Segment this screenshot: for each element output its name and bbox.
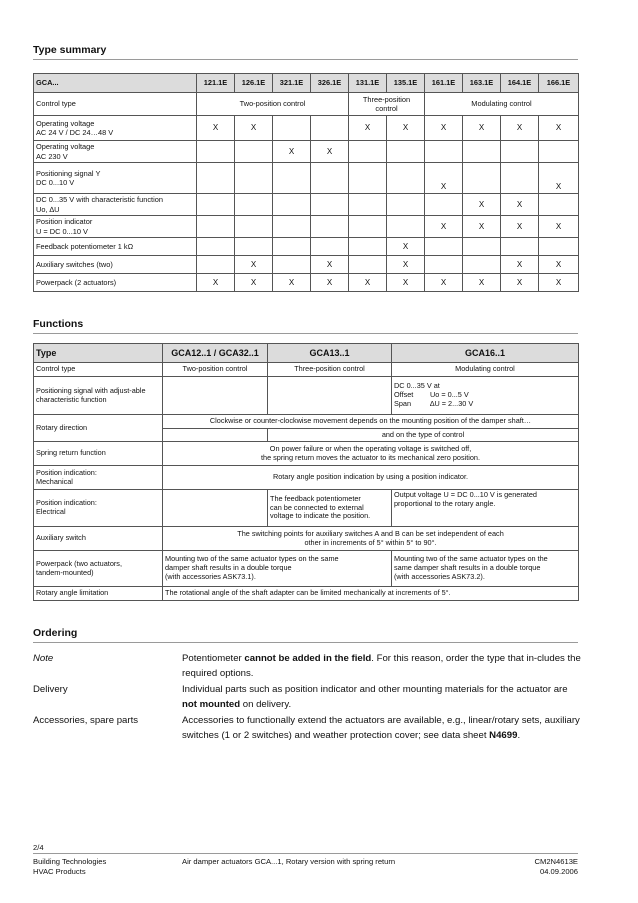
control-type-row <box>34 93 579 116</box>
type-summary-row <box>34 141 579 163</box>
spring-return-line2: the spring return moves the actuator to its mechanical zero position. <box>260 452 481 462</box>
x-cell: X <box>463 274 501 292</box>
header-cell: 121.1E <box>197 74 235 93</box>
x-cell <box>197 216 235 238</box>
footer-doc-id: CM2N4613E <box>534 857 578 866</box>
type-summary-row <box>34 256 579 274</box>
x-cell: X <box>425 163 463 194</box>
x-cell: X <box>463 116 501 141</box>
x-cell <box>273 256 311 274</box>
functions-header-row <box>34 344 579 363</box>
offset-label: Offset <box>394 390 414 400</box>
x-cell: X <box>273 274 311 292</box>
x-cell <box>463 238 501 256</box>
delivery-pre: Individual parts such as position indicator and other mounting materials for the actuator are <box>182 684 568 695</box>
x-cell: X <box>197 116 235 141</box>
x-cell: X <box>235 256 273 274</box>
accessories-pre: Accessories to functionally extend the actuators are available, e.g., linear/rotary sets, auxiliary switches (1 or 2 switches) and weather protection cover; see data sheet <box>182 715 580 741</box>
delivery-post: on delivery. <box>240 698 292 710</box>
delivery-text <box>182 683 582 713</box>
functions-title: Functions <box>33 318 84 330</box>
x-cell <box>197 256 235 274</box>
x-cell <box>425 194 463 216</box>
cell: Modulating control <box>392 363 579 377</box>
x-cell <box>425 141 463 163</box>
x-cell <box>501 238 539 256</box>
x-cell <box>463 256 501 274</box>
x-cell: X <box>501 194 539 216</box>
powerpack-row <box>34 551 579 587</box>
header-cell: GCA16..1 <box>392 344 579 363</box>
positioning-signal-row <box>34 377 579 415</box>
header-cell: GCA... <box>34 74 197 93</box>
x-cell <box>235 238 273 256</box>
delivery-bold: not mounted <box>182 698 241 710</box>
type-summary-row <box>34 163 579 194</box>
row-label: DC 0...35 V with characteristic function Uo, ∆U <box>34 194 197 216</box>
row-label: Operating voltage AC 230 V <box>34 141 197 163</box>
type-summary-row <box>34 238 579 256</box>
note-pre: Potentiometer <box>182 653 245 664</box>
note-post: . For this reason, order the type that in-cludes the required options. <box>182 653 581 679</box>
footer-company-line2: HVAC Products <box>33 866 86 876</box>
x-cell: X <box>463 194 501 216</box>
x-cell <box>387 141 425 163</box>
x-cell <box>425 238 463 256</box>
x-cell: X <box>235 116 273 141</box>
x-cell <box>197 163 235 194</box>
position-electrical-row <box>34 490 579 527</box>
modulating-cell: Modulating control <box>425 93 579 116</box>
header-cell: 164.1E <box>501 74 539 93</box>
rotary-direction-control-text: and on the type of control <box>268 429 579 442</box>
x-cell <box>311 194 349 216</box>
rotary-limit-row <box>34 587 579 601</box>
rotary-direction-text: Clockwise or counter-clockwise movement depends on the mounting position of the damper shaft… <box>163 415 579 429</box>
powerpack-left-text: Mounting two of the same actuator types on the same damper shaft results in a double torque (with accessories ASK73.1). <box>163 551 392 587</box>
x-cell <box>349 141 387 163</box>
x-cell <box>539 194 579 216</box>
header-cell: 166.1E <box>539 74 579 93</box>
row-label: Rotary angle limitation <box>34 587 163 601</box>
row-label: Feedback potentiometer 1 kΩ <box>34 238 197 256</box>
position-electrical-gca13: The feedback potentiometer can be connected to external voltage to indicate the position. <box>268 490 392 527</box>
row-label: Operating voltage AC 24 V / DC 24…48 V <box>34 116 197 141</box>
functions-control-type-row <box>34 363 579 377</box>
type-summary-row <box>34 274 579 292</box>
position-electrical-gca16: Output voltage U = DC 0...10 V is generated proportional to the rotary angle. <box>392 490 579 527</box>
x-cell <box>349 216 387 238</box>
row-label: Auxiliary switch <box>34 527 163 551</box>
row-label: Position indication: Electrical <box>34 490 163 527</box>
offset-line <box>394 391 576 400</box>
accessories-bold: N4699 <box>489 729 518 741</box>
x-cell: X <box>539 274 579 292</box>
row-label: Positioning signal Y DC 0...10 V <box>34 163 197 194</box>
header-cell: 135.1E <box>387 74 425 93</box>
row-label: Positioning signal with adjust-able characteristic function <box>34 377 163 415</box>
footer-company <box>33 857 106 877</box>
x-cell <box>501 163 539 194</box>
row-label: Control type <box>34 93 197 116</box>
x-cell <box>273 194 311 216</box>
header-cell: 131.1E <box>349 74 387 93</box>
empty-cell <box>163 490 268 527</box>
spring-return-row <box>34 442 579 466</box>
x-cell <box>273 163 311 194</box>
page-number: 2/4 <box>33 843 44 852</box>
three-position-cell: Three-position control <box>349 93 425 116</box>
type-summary-rule <box>33 59 578 60</box>
x-cell <box>387 194 425 216</box>
x-cell: X <box>311 256 349 274</box>
delivery-label: Delivery <box>33 684 68 695</box>
x-cell <box>273 116 311 141</box>
x-cell: X <box>501 274 539 292</box>
type-summary-row <box>34 116 579 141</box>
type-summary-row <box>34 216 579 238</box>
position-mechanical-row <box>34 466 579 490</box>
aux-switch-line2: other in increments of 5° within 5° to 90°. <box>304 537 437 547</box>
type-summary-title: Type summary <box>33 44 107 56</box>
x-cell <box>539 238 579 256</box>
x-cell <box>349 163 387 194</box>
x-cell: X <box>387 116 425 141</box>
span-label: Span <box>394 398 412 408</box>
x-cell: X <box>349 116 387 141</box>
x-cell: X <box>425 216 463 238</box>
x-cell: X <box>539 116 579 141</box>
x-cell <box>501 141 539 163</box>
rotary-limit-text: The rotational angle of the shaft adapter can be limited mechanically at increments of 5°. <box>163 587 579 601</box>
header-cell: GCA12..1 / GCA32..1 <box>163 344 268 363</box>
row-label: Control type <box>34 363 163 377</box>
x-cell <box>235 194 273 216</box>
row-label: Powerpack (two actuators, tandem-mounted) <box>34 551 163 587</box>
x-cell <box>311 238 349 256</box>
two-position-cell: Two-position control <box>197 93 349 116</box>
footer-rule <box>33 853 578 854</box>
note-bold: cannot be added in the field <box>244 653 372 664</box>
x-cell <box>349 194 387 216</box>
empty-cell <box>163 377 268 415</box>
footer-date: 04.09.2006 <box>539 866 578 876</box>
x-cell: X <box>387 238 425 256</box>
accessories-label: Accessories, spare parts <box>33 715 139 726</box>
offset-value: Uo = 0...5 V <box>430 390 469 400</box>
x-cell <box>349 238 387 256</box>
x-cell <box>349 256 387 274</box>
span-line <box>394 400 576 409</box>
header-cell: 321.1E <box>273 74 311 93</box>
row-label: Position indication: Mechanical <box>34 466 163 490</box>
x-cell: X <box>197 274 235 292</box>
note-text <box>182 652 582 682</box>
header-cell: 161.1E <box>425 74 463 93</box>
x-cell: X <box>387 256 425 274</box>
position-mechanical-text: Rotary angle position indication by using a position indicator. <box>163 466 579 490</box>
x-cell: X <box>235 274 273 292</box>
footer-right <box>478 857 578 877</box>
header-cell: 163.1E <box>463 74 501 93</box>
functions-rule <box>33 333 578 334</box>
row-label: Powerpack (2 actuators) <box>34 274 197 292</box>
x-cell: X <box>501 116 539 141</box>
header-cell: Type <box>34 344 163 363</box>
x-cell <box>311 216 349 238</box>
header-cell: 126.1E <box>235 74 273 93</box>
x-cell: X <box>311 274 349 292</box>
ordering-title: Ordering <box>33 627 78 639</box>
type-summary-row <box>34 194 579 216</box>
x-cell <box>387 216 425 238</box>
x-cell: X <box>273 141 311 163</box>
empty-cell <box>268 377 392 415</box>
x-cell: X <box>501 216 539 238</box>
x-cell: X <box>425 116 463 141</box>
type-summary-table <box>33 73 579 292</box>
x-cell <box>235 141 273 163</box>
row-label: Spring return function <box>34 442 163 466</box>
x-cell <box>463 141 501 163</box>
x-cell <box>273 216 311 238</box>
x-cell: X <box>463 216 501 238</box>
x-cell <box>235 216 273 238</box>
x-cell: X <box>311 141 349 163</box>
x-cell: X <box>539 256 579 274</box>
x-cell: X <box>425 274 463 292</box>
x-cell: X <box>349 274 387 292</box>
x-cell <box>235 163 273 194</box>
cell: Three-position control <box>268 363 392 377</box>
span-value: ∆U = 2...30 V <box>430 398 474 408</box>
powerpack-right-text: Mounting two of the same actuator types on the same damper shaft results in a double torque (with accessories ASK73.2). <box>392 551 579 587</box>
x-cell: X <box>501 256 539 274</box>
accessories-text <box>182 714 582 744</box>
positioning-line1: DC 0...35 V at <box>394 381 440 391</box>
empty-cell <box>163 429 268 442</box>
functions-table <box>33 343 579 601</box>
x-cell <box>463 163 501 194</box>
x-cell: X <box>539 163 579 194</box>
aux-switch-text <box>163 527 579 551</box>
positioning-signal-cell <box>392 377 579 415</box>
x-cell <box>197 238 235 256</box>
x-cell: X <box>387 274 425 292</box>
type-summary-header-row <box>34 74 579 93</box>
row-label: Position indicator U = DC 0...10 V <box>34 216 197 238</box>
note-label: Note <box>33 653 54 664</box>
x-cell: X <box>539 216 579 238</box>
spring-return-line1: On power failure or when the operating voltage is switched off, <box>269 443 472 453</box>
x-cell <box>311 163 349 194</box>
row-label: Auxiliary switches (two) <box>34 256 197 274</box>
x-cell <box>197 141 235 163</box>
header-cell: GCA13..1 <box>268 344 392 363</box>
ordering-rule <box>33 642 578 643</box>
cell: Two-position control <box>163 363 268 377</box>
x-cell <box>197 194 235 216</box>
spring-return-text <box>163 442 579 466</box>
x-cell <box>387 163 425 194</box>
row-label: Rotary direction <box>34 415 163 442</box>
aux-switch-line1: The switching points for auxiliary switches A and B can be set independent of each <box>237 528 504 538</box>
x-cell <box>311 116 349 141</box>
rotary-direction-row <box>34 415 579 429</box>
x-cell <box>273 238 311 256</box>
x-cell <box>539 141 579 163</box>
aux-switch-row <box>34 527 579 551</box>
x-cell <box>425 256 463 274</box>
header-cell: 326.1E <box>311 74 349 93</box>
footer-doc-title: Air damper actuators GCA...1, Rotary version with spring return <box>182 857 396 866</box>
accessories-post: . <box>517 729 521 741</box>
footer-company-line1: Building Technologies <box>33 857 107 866</box>
